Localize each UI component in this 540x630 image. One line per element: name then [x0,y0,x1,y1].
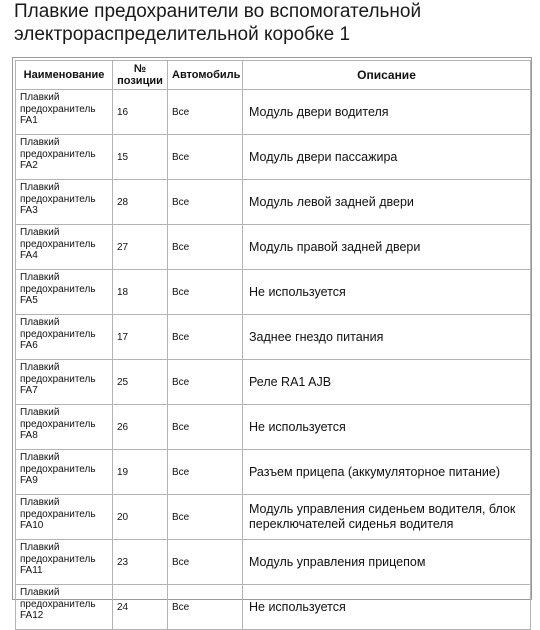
cell-car: Все [168,360,243,405]
cell-position: 18 [113,270,168,315]
cell-description: Модуль двери пассажира [243,135,531,180]
cell-car: Все [168,180,243,225]
cell-car: Все [168,225,243,270]
cell-description: Разъем прицепа (аккумуляторное питание) [243,450,531,495]
table-row [16,225,531,270]
cell-position: 27 [113,225,168,270]
cell-car: Все [168,270,243,315]
table-row [16,540,531,585]
cell-name: Плавкий предохранитель FA6 [16,315,113,360]
cell-description: Не используется [243,270,531,315]
table-row [16,495,531,540]
header-position: № позиции [113,61,168,90]
table-row [16,135,531,180]
cell-name: Плавкий предохранитель FA10 [16,495,113,540]
cell-position: 28 [113,180,168,225]
cell-car: Все [168,405,243,450]
cell-position: 24 [113,585,168,630]
cell-car: Все [168,495,243,540]
cell-description: Реле RA1 AJB [243,360,531,405]
table-row [16,405,531,450]
cell-description: Заднее гнездо питания [243,315,531,360]
cell-description: Модуль левой задней двери [243,180,531,225]
cell-position: 25 [113,360,168,405]
cell-car: Все [168,315,243,360]
cell-description: Не используется [243,585,531,630]
cell-position: 23 [113,540,168,585]
cell-position: 16 [113,90,168,135]
table-row [16,180,531,225]
table-row [16,315,531,360]
cell-description: Не используется [243,405,531,450]
cell-position: 19 [113,450,168,495]
cell-position: 17 [113,315,168,360]
cell-name: Плавкий предохранитель FA9 [16,450,113,495]
header-car: Автомобиль [168,61,243,90]
cell-name: Плавкий предохранитель FA2 [16,135,113,180]
table-row [16,585,531,630]
cell-description: Модуль управления сиденьем водителя, блок переключателей сиденья водителя [243,495,531,540]
cell-car: Все [168,135,243,180]
cell-position: 26 [113,405,168,450]
cell-name: Плавкий предохранитель FA5 [16,270,113,315]
cell-car: Все [168,540,243,585]
page-title: Плавкие предохранители во вспомогательной электрораспределительной коробке 1 [14,1,422,45]
cell-description: Модуль правой задней двери [243,225,531,270]
cell-car: Все [168,450,243,495]
table-header-row [16,61,531,90]
cell-name: Плавкий предохранитель FA7 [16,360,113,405]
header-description: Описание [243,61,531,90]
cell-name: Плавкий предохранитель FA3 [16,180,113,225]
cell-car: Все [168,585,243,630]
cell-position: 15 [113,135,168,180]
fuse-table [15,60,531,630]
cell-name: Плавкий предохранитель FA1 [16,90,113,135]
cell-name: Плавкий предохранитель FA4 [16,225,113,270]
cell-name: Плавкий предохранитель FA12 [16,585,113,630]
table-row [16,270,531,315]
cell-name: Плавкий предохранитель FA11 [16,540,113,585]
table-row [16,450,531,495]
header-name: Наименование [16,61,113,90]
table-row [16,90,531,135]
table-row [16,360,531,405]
table-body [16,90,531,630]
cell-name: Плавкий предохранитель FA8 [16,405,113,450]
cell-car: Все [168,90,243,135]
cell-position: 20 [113,495,168,540]
cell-description: Модуль двери водителя [243,90,531,135]
cell-description: Модуль управления прицепом [243,540,531,585]
